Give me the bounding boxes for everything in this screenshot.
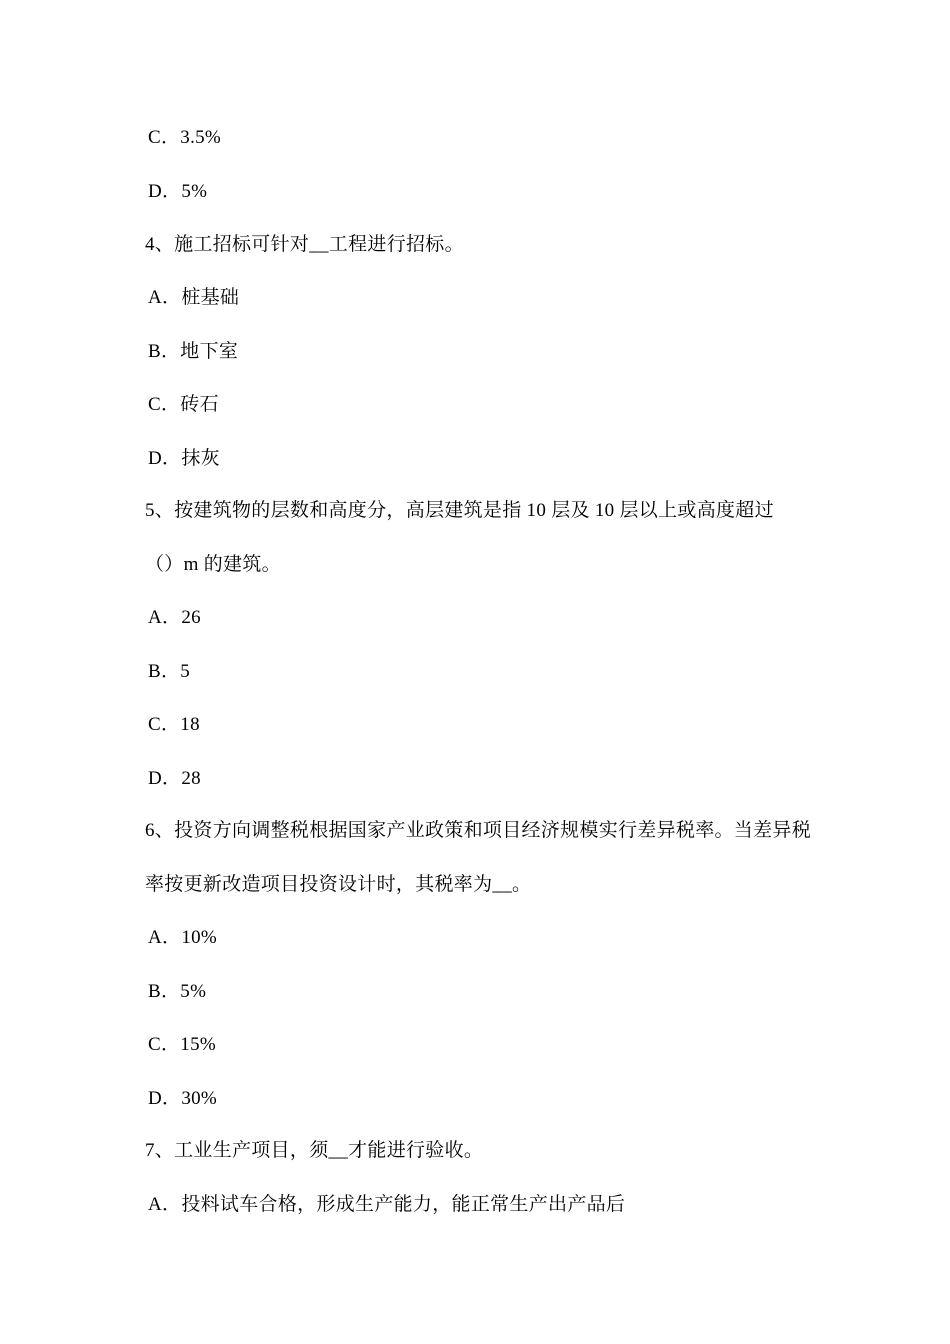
option-4c: C．砖石	[148, 394, 219, 415]
option-5b: B．5	[148, 661, 191, 682]
option-6b: B．5%	[148, 981, 207, 1002]
option-4b: B．地下室	[148, 341, 239, 362]
option-7a: A．投料试车合格，形成生产能力，能正常生产出产品后	[148, 1194, 626, 1215]
question-6-line-2: 率按更新改造项目投资设计时，其税率为__。	[145, 874, 532, 895]
option-5d: D．28	[148, 768, 201, 789]
option-3c: C．3.5%	[148, 127, 222, 148]
option-3d: D．5%	[148, 181, 208, 202]
question-7: 7、工业生产项目，须__才能进行验收。	[145, 1140, 484, 1161]
option-4d: D．抹灰	[148, 448, 220, 469]
question-5-line-1: 5、按建筑物的层数和高度分，高层建筑是指 10 层及 10 层以上或高度超过	[145, 500, 774, 521]
option-5c: C．18	[148, 714, 200, 735]
option-6d: D．30%	[148, 1088, 218, 1109]
option-6c: C．15%	[148, 1034, 216, 1055]
option-5a: A．26	[148, 607, 201, 628]
question-6-line-1: 6、投资方向调整税根据国家产业政策和项目经济规模实行差异税率。当差异税	[145, 820, 812, 841]
option-4a: A．桩基础	[148, 287, 240, 308]
question-5-line-2: （）m 的建筑。	[145, 554, 281, 575]
option-6a: A．10%	[148, 927, 218, 948]
question-4: 4、施工招标可针对__工程进行招标。	[145, 234, 464, 255]
